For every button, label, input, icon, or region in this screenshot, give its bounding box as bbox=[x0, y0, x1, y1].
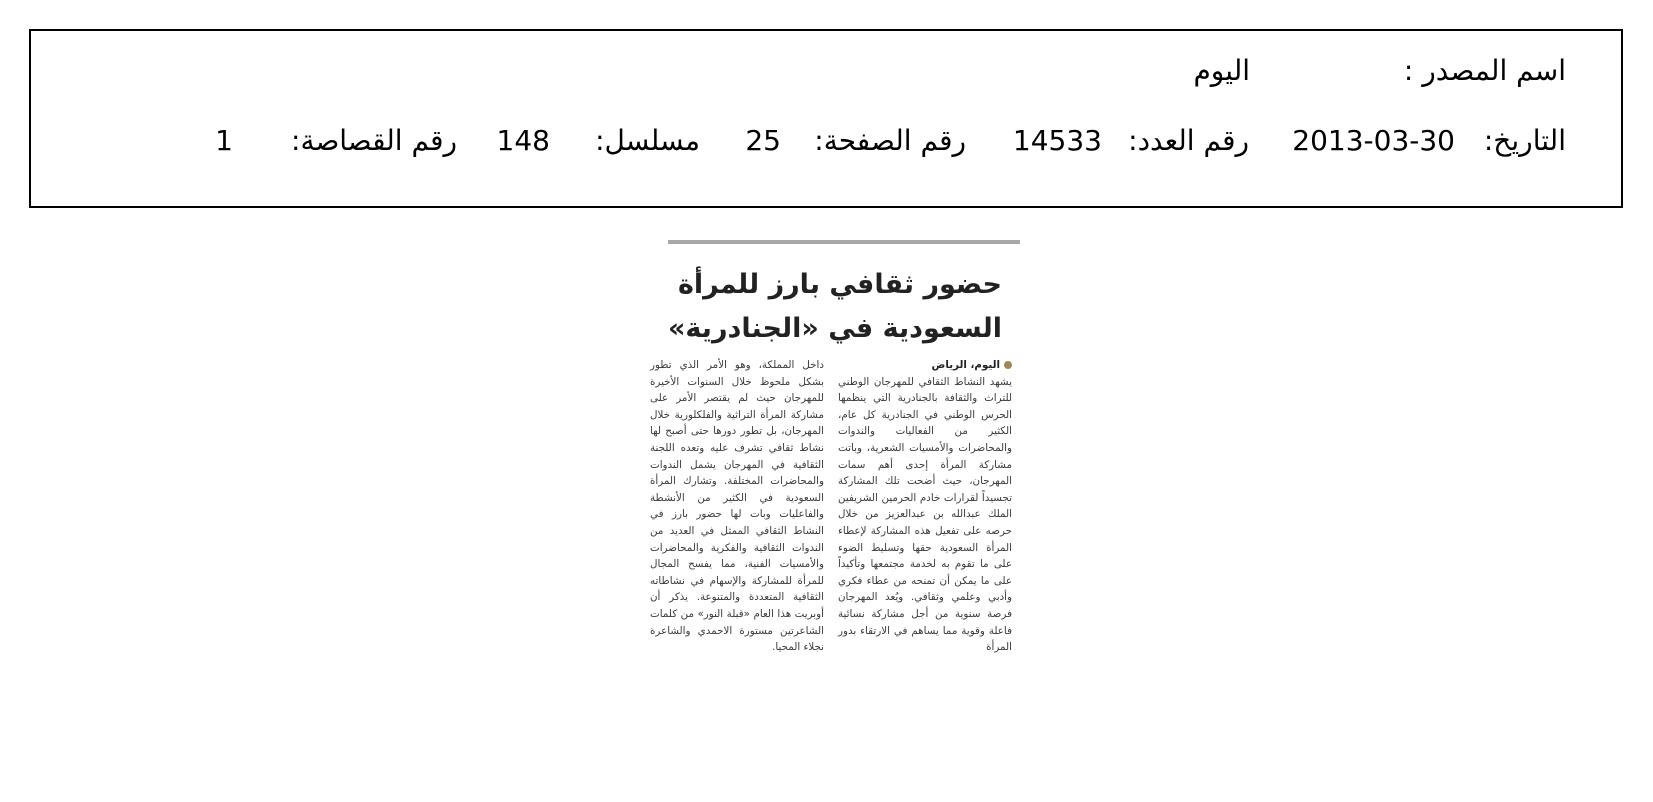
serial-value: 148 bbox=[496, 124, 550, 157]
article-headline: حضور ثقافي بارز للمرأة السعودية في «الجنادرية» bbox=[667, 269, 1002, 344]
page-label: رقم الصفحة: bbox=[814, 124, 966, 157]
byline-text: اليوم، الرياض bbox=[931, 359, 1000, 371]
issue-label: رقم العدد: bbox=[1128, 124, 1249, 157]
clipping-metadata-box bbox=[29, 29, 1623, 208]
date-label: التاريخ: bbox=[1483, 124, 1566, 157]
article-column-right bbox=[838, 357, 1012, 656]
source-label: اسم المصدر : bbox=[1403, 54, 1566, 87]
clipping-top-rule bbox=[668, 240, 1020, 244]
article-byline bbox=[838, 357, 1012, 374]
issue-value: 14533 bbox=[1012, 124, 1102, 157]
byline-bullet-icon bbox=[1004, 361, 1012, 369]
article-column-left bbox=[650, 357, 824, 656]
source-value: اليوم bbox=[1193, 54, 1250, 87]
newspaper-clipping bbox=[648, 237, 1020, 743]
page-value: 25 bbox=[745, 124, 781, 157]
clip-label: رقم القصاصة: bbox=[291, 124, 457, 157]
clip-value: 1 bbox=[215, 124, 233, 157]
article-body-left: داخل المملكة، وهو الأمر الذي تطور بشكل ملحوظ خلال السنوات الأخيرة للمهرجان حيث لم يقتصر الأمر على مشاركة المرأة التراثية والفلكلورية خلال المهرجان، بل تطور دورها حتى أصبح لها نشاط ثقافي تشرف عليه وتعده اللجنة الثقافية في المهرجان يشمل الندوات والمحاضرات المختلفة. وتشارك المرأة السعودية في الكثير من الأنشطة والفاعليات وبات لها حضور بارز في النشاط الثقافي الممثل في العديد من الندوات الثقافية والفكرية والمحاضرات والأمسيات الفنية، مما يفسح المجال للمرأة للمشاركة والإسهام في نشاطاته الثقافية المتعددة والمتنوعة. يذكر أن أوبريت هذا العام «قبلة النور» من كلمات الشاعرتين مستورة الاحمدي والشاعرة نجلاء المحيا. bbox=[650, 359, 824, 654]
date-value: 2013-03-30 bbox=[1292, 124, 1455, 157]
article-body-right: يشهد النشاط الثقافي للمهرجان الوطني للتراث والثقافة بالجنادرية التي ينظمها الحرس الوطني في الجنادرية كل عام، الكثير من الفعاليات والندوات والمحاضرات والأمسيات الشعرية، وباتت مشاركة المرأة إحدى أهم سمات المهرجان، حيث أضحت تلك المشاركة تجسيداً لقرارات خادم الحرمين الشريفين الملك عبدالله بن عبدالعزيز من خلال حرصه على تفعيل هذه المشاركة لإعطاء المرأة السعودية حقها وتسليط الضوء على ما تقوم به لخدمة مجتمعها وتأكيداً على ما يمكن أن تمنحه من عطاء فكري وأدبي وعلمي وثقافي. ويُعد المهرجان فرصة سنوية من أجل مشاركة نسائية فاعلة وقوية مما يساهم في الارتقاء بدور المرأة bbox=[838, 375, 1012, 654]
serial-label: مسلسل: bbox=[595, 124, 700, 157]
